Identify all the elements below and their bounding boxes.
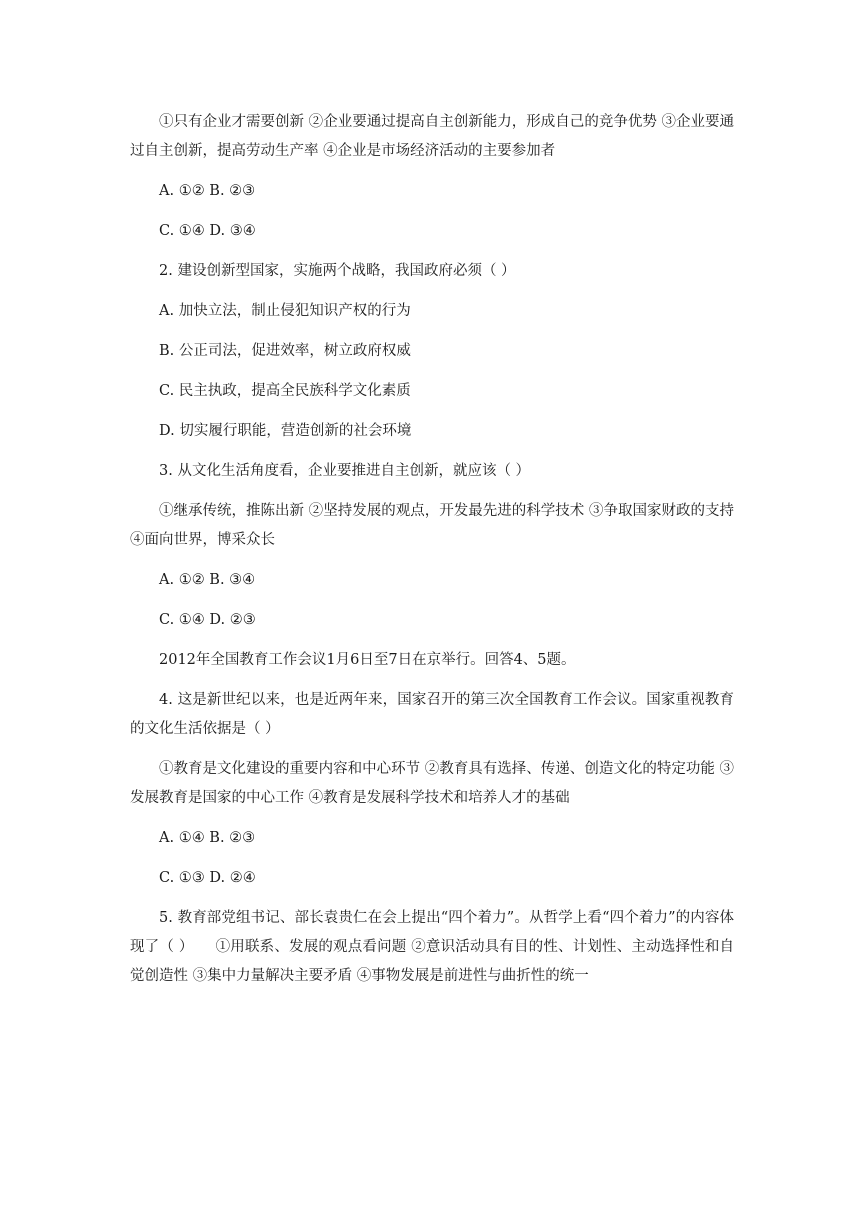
question-3-stem: 3. 从文化生活角度看，企业要推进自主创新，就应该（ ） <box>159 463 531 479</box>
material-intro: 2012年全国教育工作会议1月6日至7日在京举行。回答4、5题。 <box>159 652 576 668</box>
question-1-options-cd: C. ①④ D. ③④ <box>159 223 256 239</box>
question-4-statements: ①教育是文化建设的重要内容和中心环节 ②教育具有选择、传递、创造文化的特定功能 ③发展教育是国家的中心工作 ④教育是发展科学技术和培养人才的基础 <box>130 761 734 806</box>
question-2-option-a: A. 加快立法，制止侵犯知识产权的行为 <box>159 303 411 319</box>
question-1-statements: ①只有企业才需要创新 ②企业要通过提高自主创新能力，形成自己的竞争优势 ③企业要通过自主创新，提高劳动生产率 ④企业是市场经济活动的主要参加者 <box>130 114 734 159</box>
question-2-option-b: B. 公正司法，促进效率，树立政府权威 <box>159 343 411 359</box>
question-2-option-c: C. 民主执政，提高全民族科学文化素质 <box>159 383 411 399</box>
question-3-options-cd: C. ①④ D. ②③ <box>159 612 256 628</box>
question-5-stem: 5. 教育部党组书记、部长袁贵仁在会上提出“四个着力”。从哲学上看“四个着力”的内容体现了（ ） ①用联系、发展的观点看问题 ②意识活动具有目的性、计划性、主动选择性和自觉创造性 ③集中力量解决主要矛盾 ④事物发展是前进性与曲折性的统一 <box>130 910 734 984</box>
question-3-options-ab: A. ①② B. ③④ <box>159 572 256 588</box>
question-1-options-ab: A. ①② B. ②③ <box>159 183 256 199</box>
question-2-option-d: D. 切实履行职能，营造创新的社会环境 <box>159 423 412 439</box>
question-3-statements: ①继承传统，推陈出新 ②坚持发展的观点，开发最先进的科学技术 ③争取国家财政的支持 ④面向世界，博采众长 <box>130 503 734 548</box>
question-4-options-ab: A. ①④ B. ②③ <box>159 830 256 846</box>
question-2-stem: 2. 建设创新型国家，实施两个战略，我国政府必须（ ） <box>159 263 516 279</box>
question-4-stem: 4. 这是新世纪以来，也是近两年来，国家召开的第三次全国教育工作会议。国家重视教育的文化生活依据是（ ） <box>130 692 734 737</box>
question-4-options-cd: C. ①③ D. ②④ <box>159 870 256 886</box>
document-page <box>130 108 734 1002</box>
